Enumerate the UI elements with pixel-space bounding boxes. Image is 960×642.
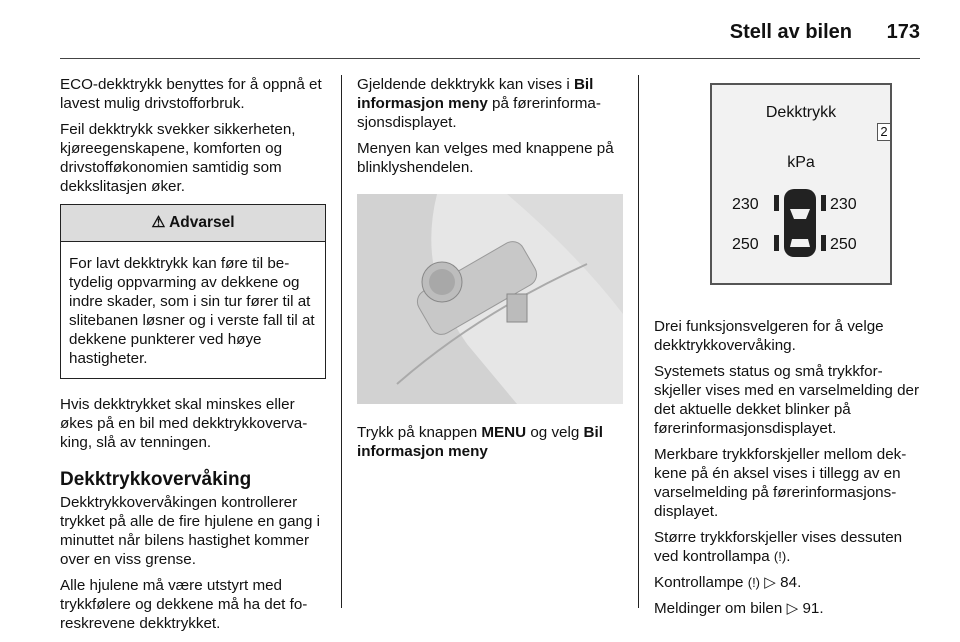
warning-box <box>60 204 326 379</box>
page-reference[interactable]: 84. <box>780 574 802 591</box>
warning-triangle-icon: ⚠ <box>151 214 166 231</box>
column-right <box>654 75 922 625</box>
header-divider <box>60 58 920 59</box>
column-divider <box>341 75 342 608</box>
page-reference-icon: ▷ <box>786 600 799 617</box>
paragraph: Meldinger om bilen ▷ 91. <box>654 600 824 617</box>
paragraph: Menyen kan velges med knappene på blinklyshendelen. <box>357 140 614 176</box>
page-reference[interactable]: 91. <box>802 600 824 617</box>
warning-header <box>61 205 325 242</box>
page-header <box>0 0 960 60</box>
paragraph: Drei funksjonsvelgeren for å velge dekktrykkovervåking. <box>654 318 884 354</box>
column-left <box>60 75 326 640</box>
paragraph: Alle hjulene må være utstyrt med trykkfølere og dekkene må ha det foreskrevene dekktrykket. <box>60 577 308 632</box>
display-unit: kPa <box>787 154 815 171</box>
tire-pressure-warning-icon: (!) <box>773 549 787 564</box>
warning-text: For lavt dekktrykk kan føre til betydelig oppvarming av dekkene og indre skader, som i sin tur fører til at slitebanen løsner og i verste fall til at dekkene punkterer ved høye hastigheter. <box>69 255 315 367</box>
front-left-pressure: 230 <box>732 196 759 213</box>
tire-pressure-warning-icon: (!) <box>747 575 761 590</box>
paragraph: Feil dekktrykk svekker sikkerheten, kjøreegenskapene, komforten og drivstofføkonomien samtidig som dekkslitasjen øker. <box>60 121 296 195</box>
display-title: Dekktrykk <box>765 104 837 121</box>
section-title: Stell av bilen <box>729 21 852 43</box>
tire-pressure-display <box>654 75 922 307</box>
paragraph: Trykk på knappen MENU og velg Bil informasjon meny <box>357 424 603 460</box>
rear-left-pressure: 250 <box>732 236 759 253</box>
page-indicator-badge: 2 <box>877 123 891 141</box>
paragraph: ECO-dekktrykk benyttes for å oppnå et lavest mulig drivstofforbruk. <box>60 76 322 112</box>
paragraph: Gjeldende dekktrykk kan vises i Bil informasjon meny på førerinformasjonsdisplayet. <box>357 76 601 131</box>
display-frame <box>710 83 892 285</box>
front-right-pressure: 230 <box>830 196 857 213</box>
car-top-view-icon <box>772 187 828 259</box>
warning-title: Advarsel <box>169 214 235 231</box>
paragraph: Systemets status og små trykkforskjeller vises med en varselmelding der det aktuelle dekket blinker på førerinformasjonsdisplayet. <box>654 363 920 437</box>
column-middle <box>357 75 623 468</box>
page-number: 173 <box>886 21 920 43</box>
turn-signal-lever-illustration <box>357 194 623 404</box>
section-heading: Dekktrykkovervåking <box>60 469 252 490</box>
paragraph: Merkbare trykkforskjeller mellom dekkene på én aksel vises i tillegg av en varselmelding på førerinformasjonsdisplayet. <box>654 446 907 520</box>
column-divider <box>638 75 639 608</box>
paragraph: Dekktrykkovervåkingen kontrollerer trykket på alle de fire hjulene en gang i minuttet når bilens hastighet kommer over en viss grense. <box>60 494 321 568</box>
paragraph: Hvis dekktrykket skal minskes eller økes på en bil med dekktrykkovervaking, slå av tenningen. <box>60 396 308 451</box>
paragraph: Større trykkforskjeller vises dessuten ved kontrollampa (!). <box>654 529 903 565</box>
rear-right-pressure: 250 <box>830 236 857 253</box>
paragraph: Kontrollampe (!) ▷ 84. <box>654 574 802 591</box>
page-reference-icon: ▷ <box>764 574 776 591</box>
